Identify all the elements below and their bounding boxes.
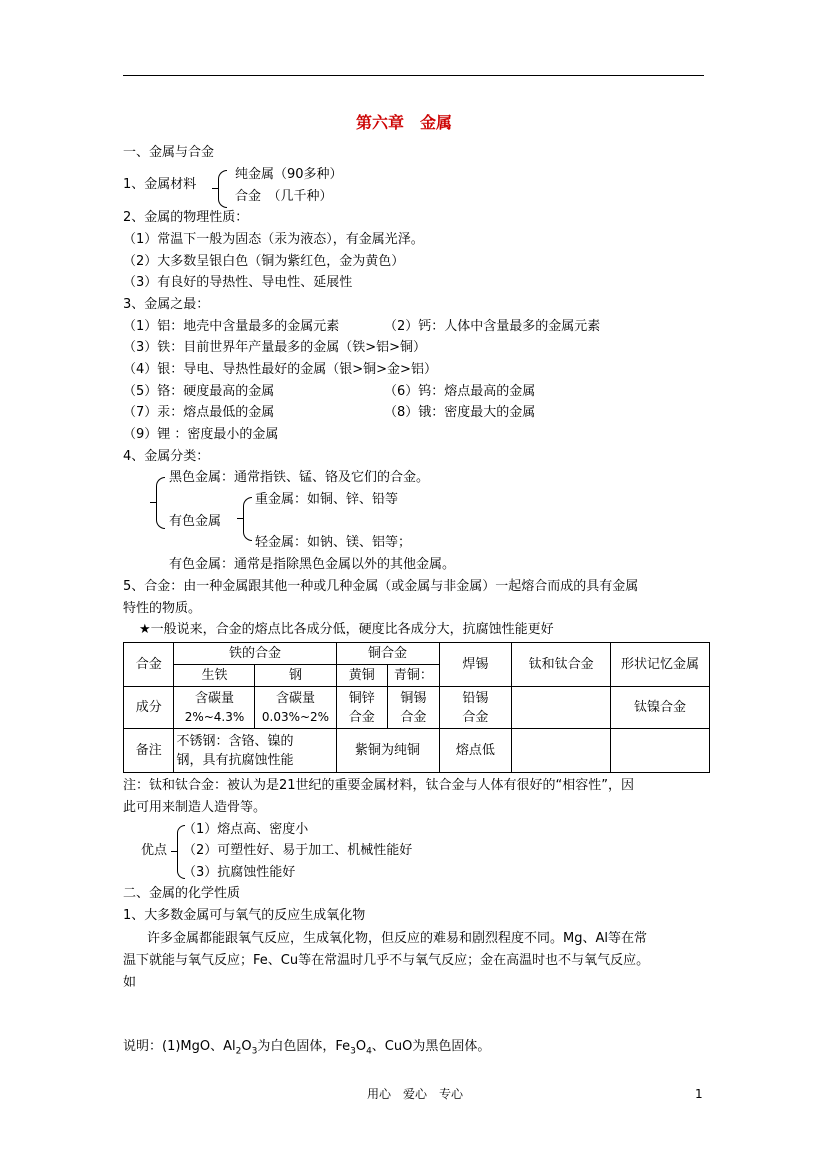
section-2-heading: 二、金属的化学性质 [123,886,241,901]
most-2: （2）钙：人体中含量最多的金属元素 [384,319,601,334]
advantage-1: （1）熔点高、密度小 [183,822,309,837]
pig-iron-composition: 含碳量 2%~4.3% [174,687,255,729]
materials-label: 1、金属材料 [123,177,197,192]
r-note: 备注 [124,729,174,773]
r-composition: 成分 [124,687,174,729]
classify-heading: 4、金属分类： [123,449,210,464]
chapter-title: 第六章 金属 [356,113,453,132]
h-solder: 焊锡 [439,643,512,687]
h-steel: 钢 [255,665,336,687]
memory-note [611,729,710,773]
most-1: （1）铝：地壳中含量最多的金属元素 [123,319,340,334]
ti-note-2: 此可用来制造人造骨等。 [123,800,267,815]
most-4: （4）银：导电、导热性最好的金属（银>铜>金>铝） [123,362,437,377]
explanation: 说明：(1)MgO、$Al_2O_3$为白色固体，$Fe_3O_4$、CuO为黑色固体。 [123,1039,491,1057]
most-3: （3）铁：目前世界年产量最多的金属（铁>铝>铜） [123,340,427,355]
memory-composition: 钛镍合金 [611,687,710,729]
physical-item-2: （2）大多数呈银白色（铜为紫红色，金为黄色） [123,254,405,269]
chem-para-1: 许多金属都能跟氧气反应，生成氧化物，但反应的难易和剧烈程度不同。Mg、Al等在常 [147,931,647,946]
bronze-composition: 铜锡 合金 [388,687,440,729]
h-pig-iron: 生铁 [174,665,255,687]
alloy-count: 合金 （几千种） [235,189,333,204]
advantage-2: （2）可塑性好、易于加工、机械性能好 [183,843,413,858]
footer-motto: 用心 爱心 专心 [367,1087,464,1101]
alloy-star-note: ★一般说来，合金的熔点比各成分低，硬度比各成分大，抗腐蚀性能更好 [139,622,554,637]
most-7: （7）汞：熔点最低的金属 [123,405,275,420]
alloy-def-1: 5、合金：由一种金属跟其他一种或几种金属（或金属与非金属）一起熔合而成的具有金属 [123,579,639,594]
copper-note: 紫铜为纯铜 [336,729,439,773]
titanium-note [512,729,611,773]
advantages-brace-tip [171,851,177,852]
materials-brace [218,170,227,208]
advantages-label: 优点 [141,843,168,858]
ti-note-1: 注：钛和钛合金：被认为是21世纪的重要金属材料，钛合金与人体有很好的“相容性”，因 [123,778,635,793]
h-memory-metal: 形状记忆金属 [611,643,710,687]
pure-metal: 纯金属（90多种） [235,167,343,182]
most-8: （8）锇：密度最大的金属 [384,405,536,420]
steel-composition: 含碳量 0.03%~2% [255,687,336,729]
chem-para-3: 如 [123,975,137,990]
physical-heading: 2、金属的物理性质： [123,210,249,225]
top-rule [123,75,704,76]
h-alloy: 合金 [124,643,174,687]
chem-para-2: 温下就能与氧气反应；Fe、Cu等在常温时几乎不与氧气反应；金在高温时也不与氧气反应。 [123,953,650,968]
black-metal: 黑色金属：通常指铁、锰、铬及它们的合金。 [169,470,430,485]
h-bronze: 青铜： [388,665,440,687]
alloy-def-2: 特性的物质。 [123,601,202,616]
materials-brace-tip [212,188,218,189]
h-brass: 黄铜 [336,665,388,687]
solder-composition: 铅锡 合金 [439,687,512,729]
h-iron-alloy: 铁的合金 [174,643,336,665]
classify-brace [156,477,165,529]
titanium-composition [512,687,611,729]
page-number: 1 [695,1087,703,1101]
most-6: （6）钨：熔点最高的金属 [384,384,536,399]
chem-sub-1: 1、大多数金属可与氧气的反应生成氧化物 [123,908,366,923]
nonferrous-brace [243,497,252,541]
steel-note: 不锈钢：含铬、镍的 钢，具有抗腐蚀性能 [174,729,336,773]
heavy-metal: 重金属：如铜、锌、铅等 [255,492,399,507]
brass-composition: 铜锌 合金 [336,687,388,729]
h-copper-alloy: 铜合金 [336,643,439,665]
alloy-table [123,642,710,773]
most-9: （9）锂 ：密度最小的金属 [123,427,279,442]
advantage-3: （3）抗腐蚀性能好 [183,865,296,880]
most-5: （5）铬：硬度最高的金属 [123,384,275,399]
light-metal: 轻金属：如钠、镁、铝等； [255,535,412,550]
classify-brace-tip [150,502,156,503]
most-heading: 3、金属之最： [123,297,210,312]
physical-item-1: （1）常温下一般为固态（汞为液态），有金属光泽。 [123,232,424,247]
solder-note: 熔点低 [439,729,512,773]
nonferrous-note: 有色金属：通常是指除黑色金属以外的其他金属。 [169,557,456,572]
section-1-heading: 一、金属与合金 [123,145,215,160]
physical-item-3: （3）有良好的导热性、导电性、延展性 [123,275,353,290]
nonferrous-brace-tip [237,518,243,519]
h-titanium: 钛和钛合金 [512,643,611,687]
nonferrous-label: 有色金属 [169,514,222,529]
